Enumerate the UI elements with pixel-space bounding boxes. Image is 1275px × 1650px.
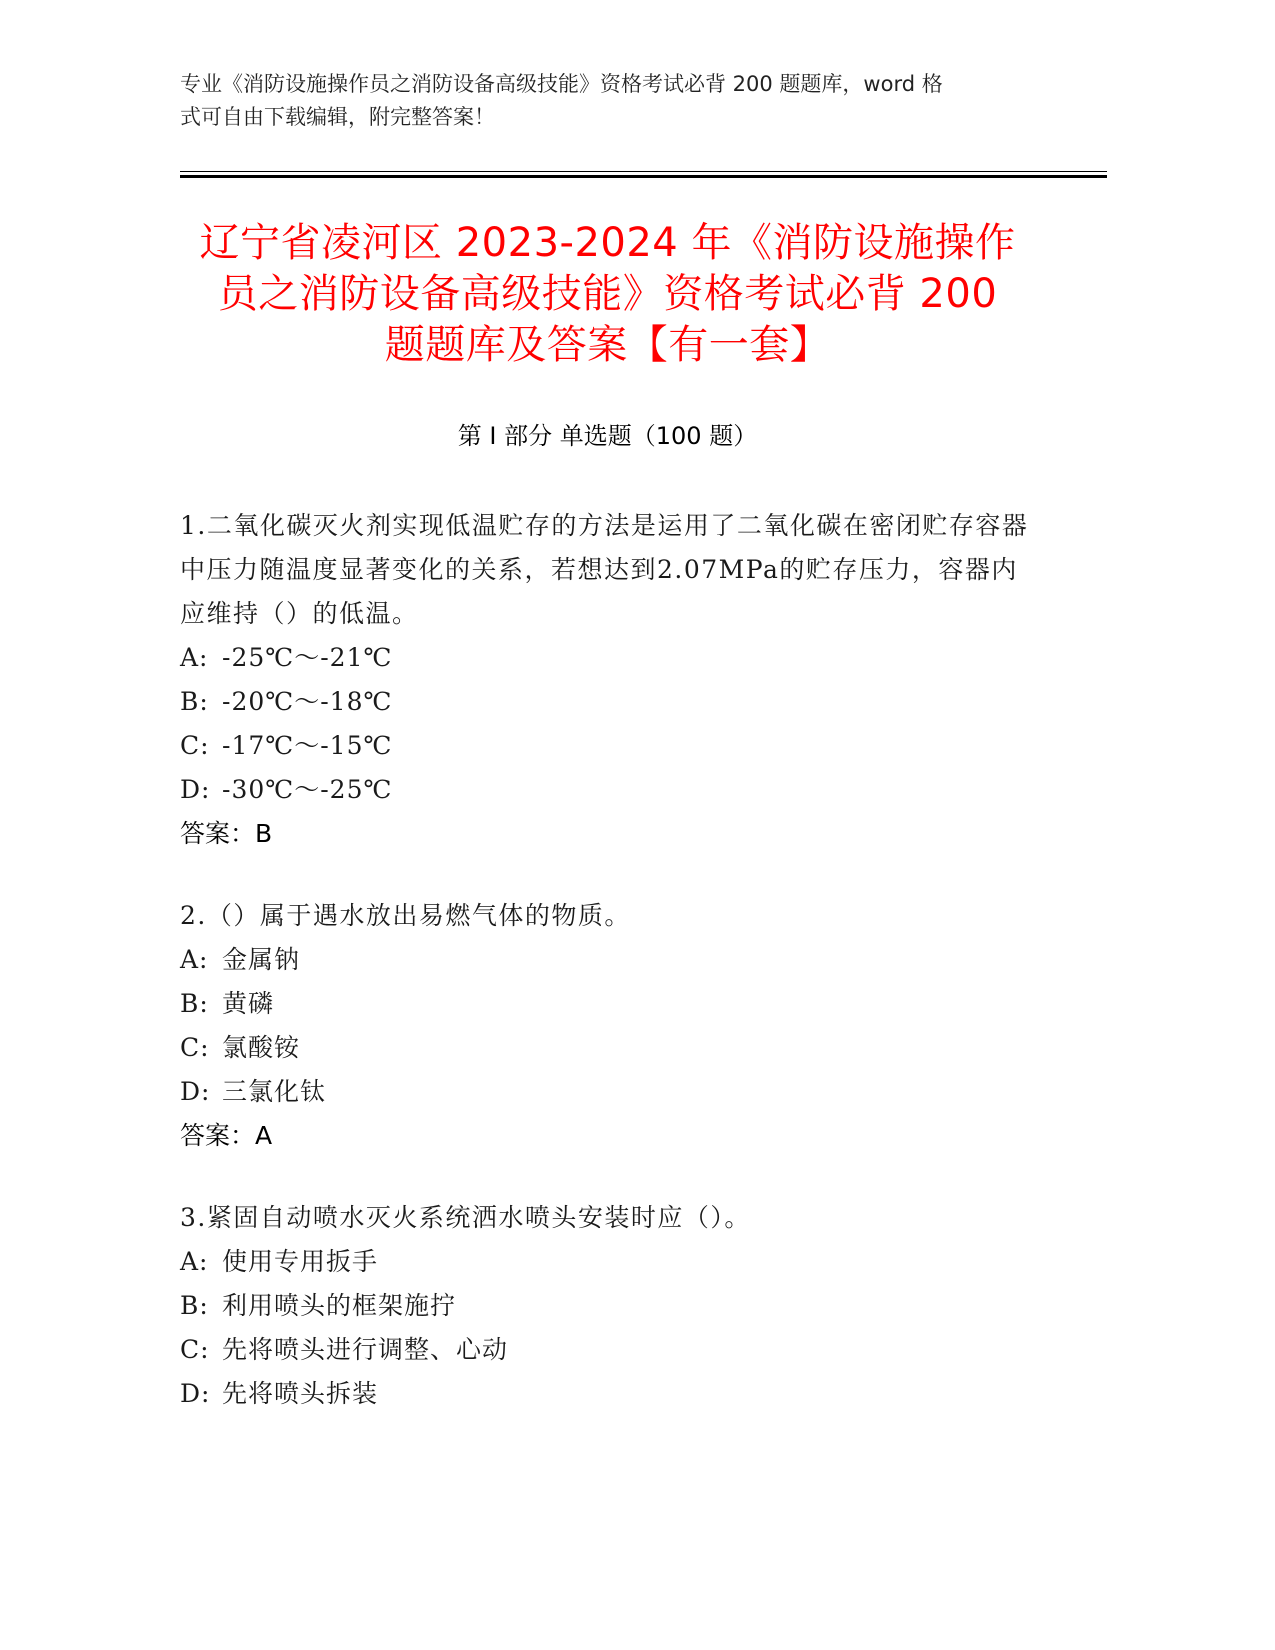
option-a (180, 938, 1030, 982)
document-title (180, 218, 1035, 371)
option-text: 金属钠 (222, 945, 301, 974)
header-divider-thin (180, 171, 1107, 172)
option-text: 利用喷头的框架施拧 (222, 1291, 457, 1320)
option-text: 三氯化钛 (222, 1077, 327, 1106)
option-b (180, 680, 1030, 724)
option-d (180, 1070, 1030, 1114)
option-letter: C: (180, 1033, 210, 1062)
option-letter: A: (180, 643, 209, 672)
title-line-2: 员之消防设备高级技能》资格考试必背 200 (217, 271, 998, 317)
option-letter: D: (180, 1077, 211, 1106)
question-text: 1.二氧化碳灭火剂实现低温贮存的方法是运用了二氧化碳在密闭贮存容器中压力随温度显著变化的关系，若想达到2.07MPa的贮存压力，容器内应维持（）的低温。 (180, 511, 1029, 628)
header-divider-thick (180, 175, 1107, 178)
option-letter: C: (180, 1335, 210, 1364)
page-header (180, 68, 1035, 134)
header-line-1: 专业《消防设施操作员之消防设备高级技能》资格考试必背 200 题题库，word 格 (180, 72, 943, 96)
option-letter: D: (180, 775, 211, 804)
option-text: 先将喷头拆装 (222, 1379, 379, 1408)
option-text: -25℃～-21℃ (222, 643, 393, 672)
option-letter: B: (180, 989, 209, 1018)
option-c (180, 1026, 1030, 1070)
question-2 (180, 894, 1030, 1158)
question-text: 2.（）属于遇水放出易燃气体的物质。 (180, 901, 631, 930)
option-a (180, 1240, 1030, 1284)
option-letter: C: (180, 731, 210, 760)
option-c (180, 724, 1030, 768)
section-heading: 第 I 部分 单选题（100 题） (457, 422, 758, 450)
option-text: 氯酸铵 (222, 1033, 301, 1062)
option-b (180, 982, 1030, 1026)
option-text: 使用专用扳手 (222, 1247, 379, 1276)
option-letter: A: (180, 1247, 209, 1276)
option-d (180, 1372, 1030, 1416)
option-text: 黄磷 (222, 989, 275, 1018)
answer-line: 答案：A (180, 1121, 273, 1150)
option-letter: D: (180, 1379, 211, 1408)
option-b (180, 1284, 1030, 1328)
option-c (180, 1328, 1030, 1372)
option-text: 先将喷头进行调整、心动 (222, 1335, 509, 1364)
option-d (180, 768, 1030, 812)
option-letter: B: (180, 1291, 209, 1320)
option-text: -20℃～-18℃ (222, 687, 393, 716)
title-line-3: 题题库及答案【有一套】 (384, 322, 831, 368)
title-line-1: 辽宁省凌河区 2023-2024 年《消防设施操作 (199, 220, 1016, 266)
answer-line: 答案：B (180, 819, 273, 848)
option-letter: B: (180, 687, 209, 716)
option-text: -17℃～-15℃ (222, 731, 393, 760)
option-letter: A: (180, 945, 209, 974)
question-list (180, 504, 1030, 1454)
question-1 (180, 504, 1030, 856)
question-text: 3.紧固自动喷水灭火系统洒水喷头安装时应（）。 (180, 1203, 751, 1232)
option-text: -30℃～-25℃ (222, 775, 393, 804)
option-a (180, 636, 1030, 680)
header-line-2: 式可自由下载编辑，附完整答案！ (180, 105, 495, 129)
question-3 (180, 1196, 1030, 1416)
